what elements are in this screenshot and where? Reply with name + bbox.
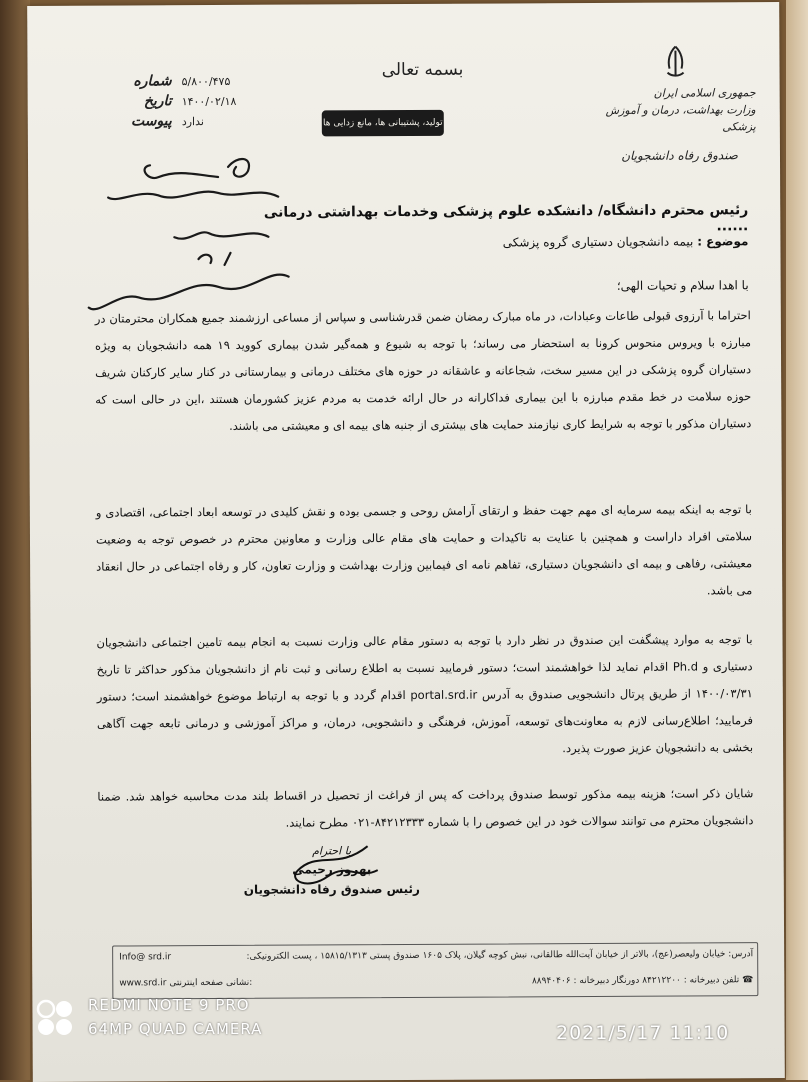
date-label: تاریخ [143,93,172,110]
footer-website-row [119,978,252,989]
camera-spec: 64MP QUAD CAMERA [88,1020,263,1038]
attachment-label: پیوست [130,113,172,130]
photo-timestamp: 2021/5/17 11:10 [556,1022,730,1044]
signature-name: بهروز رحیمی [292,862,372,877]
meta-date-row [128,91,278,112]
slogan-banner: تولید، پشتیبانی ها، مانع زدایی ها [322,110,444,137]
subject-text: بیمه دانشجویان دستیاری گروه پزشکی [502,234,694,250]
camera-logo-icon [34,998,78,1038]
letter-paper [27,2,785,1082]
date-value: ۱۴۰۰/۰۲/۱۸ [181,94,237,108]
body-paragraph-2: با توجه به اینکه بیمه سرمایه ای مهم جهت حفظ و ارتقای آرامش روحی و جسمی بوده و نقش کلیدی در توسعه ابعاد اجتماعی، اقتصادی و سلامتی افراد داراست و همچنین با عنایت به تاکیدات و حمایت های مقام عالی وزارت و معاونین محترم در خصوص توجه به وضعیت معیشتی، رفاهی و بیمه ای دانشجویان دستیاری، تفاهم نامه ای فیمابین وزارت بهداشت و وزارت تعاون، کار و رفاه اجتماعی در حال انعقاد می باشد. [95,502,753,598]
camera-model: REDMI NOTE 9 PRO [88,996,250,1014]
letter-meta [128,71,278,132]
signature-closing: با احترام [312,844,352,858]
footer-website: www.srd.ir [119,978,167,989]
footer-phone-text: تلفن دبیرخانه : ۸۴۲۱۲۲۰۰ دورنگار دبیرخانه : ۸۸۹۴۰۴۰۶ [531,975,740,987]
iran-emblem-icon [655,42,695,82]
number-label: شماره [133,73,172,90]
background-left [0,0,30,1080]
footer-address: آدرس: خیابان ولیعصر(عج)، بالاتر از خیابان آیت‌الله طالقانی، نبش کوچه گیلان، پلاک ۱۶۰۵ صندوق پستی ۱۵۸۱۵/۱۳۱۳ ، پست الکترونیکی: [246,949,754,962]
attachment-value: ندارد [181,114,204,128]
greeting: با اهدا سلام و تحیات الهی؛ [616,278,749,293]
ministry-line-1: جمهوری اسلامی ایران [653,86,756,100]
signature-title: رئیس صندوق رفاه دانشجویان [243,881,420,897]
subject-line [328,234,748,250]
meta-attachment-row [128,111,278,132]
letter-footer [112,942,758,999]
meta-number-row [128,71,278,92]
phone-icon: ☎ [739,975,754,986]
ministry-line-2: وزارت بهداشت، درمان و آموزش پزشکی [605,103,756,134]
body-paragraph-1: احتراما با آرزوی قبولی طاعات وعبادات، در ماه مبارک رمضان ضمن قدرشناسی و سپاس از مساعی ارزشمند جمیع همکاران محترمتان در مبارزه با ویروس منحوس کرونا به استحضار می رساند؛ با توجه به شیوع و همه‌گیر شدن بیماری کووید ۱۹ همه دانشجویان به ویژه دستیاران گروه پزشکی در این مسیر سخت، شجاعانه و عاشقانه در حوزه های مختلف درمانی و بیمارستانی در کنار سایر کارکنان شریف حوزه سلامت در خط مقدم مبارزه با این بیماری فداکارانه در حال ارائه خدمت به مردم عزیز کشورمان هستند ،این در حالی است که دستیاران مذکور با توجه به شرایط کاری نیازمند حمایت های بیشتری از جنبه های بیمه ای و معیشتی می باشند. [94,308,752,433]
footer-email: Info@ srd.ir [119,952,172,963]
footer-website-label: نشانی صفحه اینترنتی: [169,977,253,989]
background-right [786,0,808,1080]
bismillah-heading: بسمه تعالی [381,59,464,81]
body-paragraph-4: شایان ذکر است؛ هزینه بیمه مذکور توسط صندوق پرداخت که پس از فراغت از تحصیل در اقساط بلند مدت محاسبه خواهد شد. ضمنا دانشجویان محترم می توانند سوالات خود در این خصوص را با شماره ۸۴۲۱۲۳۳۳-۰۲۱ مطرح نمایند. [97,786,754,830]
subject-label: موضوع : [697,234,749,249]
footer-phone [532,975,753,986]
fund-name: صندوق رفاه دانشجویان [621,148,739,163]
handwritten-annotation [78,147,299,328]
number-value: ۵/۸۰۰/۴۷۵ [181,74,231,88]
body-paragraph-3: با توجه به موارد پیشگفت این صندوق در نظر دارد با توجه به دستور مقام عالی وزارت نسبت به انجام بیمه تامین اجتماعی دانشجویان دستیاری و Ph.d اقدام نماید لذا خواهشمند است؛ دستور فرمایید نسبت به اطلاع رسانی و ثبت نام از دانشجویان مذکور حداکثر تا تاریخ ۱۴۰۰/۰۳/۳۱ از طریق پرتال دانشجویی صندوق به آدرس portal.srd.ir اقدام گردد و با توجه به ارتباط موضوع خواهشمند است؛ دستور فرمایید؛ اطلاع‌رسانی لازم به معاونت‌های توسعه، آموزش، فرهنگی و دانشجویی، درمان، و مراکز آموزشی و درمانی تابعه جهت آگاهی بخشی به دانشجویان عزیز صورت پذیرد. [96,632,754,756]
recipient-line: رئیس محترم دانشگاه/ دانشکده علوم پزشکی وخدمات بهداشتی درمانی ...... [263,202,749,235]
ministry-name [588,84,756,136]
